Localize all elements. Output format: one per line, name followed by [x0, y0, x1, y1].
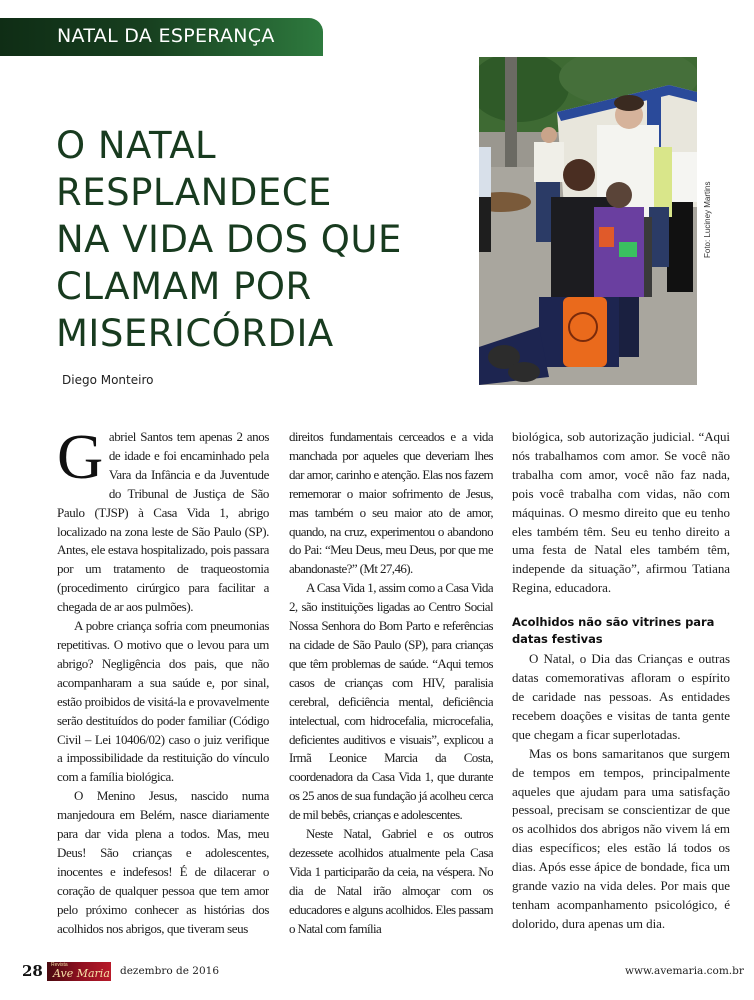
- magazine-logo: [47, 962, 111, 981]
- issue-date: dezembro de 2016: [120, 965, 220, 977]
- headline-line: MISERICÓRDIA: [56, 312, 334, 355]
- section-label: NATAL DA ESPERANÇA: [57, 25, 275, 47]
- website-link[interactable]: www.avemaria.com.br: [625, 965, 744, 977]
- paragraph: biológica, sob autorização judicial. “Aqui nós trabalhamos com amor. Se você não trabalha com amor, você não faz nada, pois você trabalha com vidas, não com máquinas. O mesmo direito que eu tenho eles também têm. Seu eu tenho direito a uma festa de Natal eles também têm, independe da situação”, afirmou Tatiana Regina, educadora.: [512, 429, 730, 596]
- article-column-2: [289, 428, 493, 950]
- headline-line: O NATAL: [56, 124, 217, 167]
- photo-illustration: [479, 57, 697, 385]
- paragraph: O Natal, o Dia das Crianças e outras datas comemorativas afloram o espírito de caridade nas pessoas. As entidades recebem doações e visitas de tanta gente que chegam a ficar superlotadas.: [512, 651, 730, 742]
- section-banner: [0, 18, 323, 56]
- magazine-logo-text: Ave Maria: [53, 967, 110, 980]
- photo-credit-text: Foto: Luciney Martins: [703, 181, 712, 258]
- paragraph: Mas os bons samaritanos que surgem de tempos em tempos, principalmente aqueles que ajudam para uma satisfação pessoal, precisam se conscientizar de que os acolhidos dos abrigos não vivem lá em dias específicos; eles estão lá todos os dias. Após esse ápice de bondade, fica um grande vazio na vida deles. Por mais que tenham acompanhamento psicológico, é dolorido, dura apenas um dia.: [512, 745, 730, 931]
- article-column-3: [512, 428, 730, 950]
- article-column-1: [57, 428, 269, 950]
- headline-line: RESPLANDECE: [56, 171, 332, 214]
- byline: Diego Monteiro: [62, 373, 154, 387]
- paragraph: direitos fundamentais cerceados e a vida manchada por aqueles que deveriam lhes dar amor, carinho e atenção. Elas nos fazem rememorar o maior sofrimento de Jesus, mas também o seu maior ato de amor, quando, na cruz, experimentou o abandono do Pai: “Meu Deus, meu Deus, por que me abandonaste?” (Mt 27,46).: [289, 429, 493, 577]
- paragraph: Neste Natal, Gabriel e os outros dezessete acolhidos atualmente pela Casa Vida 1 participarão da ceia, na véspera. No dia de Natal irão almoçar com os educadores e alguns acolhidos. Eles passam o Natal com família: [289, 826, 493, 936]
- subheading: Acolhidos não são vitrines para datas festivas: [512, 615, 715, 647]
- drop-cap: G: [57, 428, 103, 492]
- article-headline: [56, 122, 466, 357]
- paragraph: A pobre criança sofria com pneumonias repetitivas. O motivo que o levou para um abrigo? Negligência dos pais, que não acompanharam a sua saúde e, por sinal, estão proibidos de visitá-la e provavelmente serão destituídos do poder familiar (Código Civil – Lei 10406/02) caso o juiz verifique a impossibilidade da restituição do vínculo com a família biológica.: [57, 618, 269, 785]
- paragraph: A Casa Vida 1, assim como a Casa Vida 2, são instituições ligadas ao Centro Social Nossa Senhora do Bom Parto e referências na cidade de São Paulo (SP), para crianças que têm problemas de saúde. “Aqui temos casos de crianças com HIV, paralisia cerebral, deficiência mental, deficiência intelectual, com hidrocefalia, microcefalia, deficientes auditivos e visuais”, explicou a Irmã Leonice Marcia da Costa, coordenadora da Casa Vida 1, que durante os 25 anos de sua fundação já acolheu cerca de mil bebês, crianças e adolescentes.: [289, 580, 493, 823]
- paragraph: O Menino Jesus, nascido numa manjedoura em Belém, nasce diariamente para dar vida plena a todos. Mas, meu Deus! São crianças e adolescentes, inocentes e indefesos! É de dilacerar o coração de qualquer pessoa que tem amor pelo próximo conhecer as histórias dos acolhidos nos abrigos, que tiveram seus: [57, 788, 269, 936]
- headline-line: NA VIDA DOS QUE: [56, 218, 402, 261]
- magazine-logo-small-text: Revista: [51, 962, 68, 968]
- paragraph-text: abriel Santos tem apenas 2 anos de idade e foi encaminhado pela Vara da Infância e da Juventude do Tribunal de Justiça de São Paulo (TJSP) à Casa Vida 1, abrigo localizado na zona leste de São Paulo (SP). Antes, ele estava hospitalizado, pois passara por um tratamento de traqueostomia (procedimento cirúrgico para facilitar a chegada de ar aos pulmões).: [57, 429, 269, 615]
- paragraph: [57, 428, 269, 617]
- headline-line: CLAMAM POR: [56, 265, 312, 308]
- photo-credit: [703, 181, 715, 258]
- article-photo: [479, 57, 697, 385]
- page-number: 28: [22, 962, 43, 980]
